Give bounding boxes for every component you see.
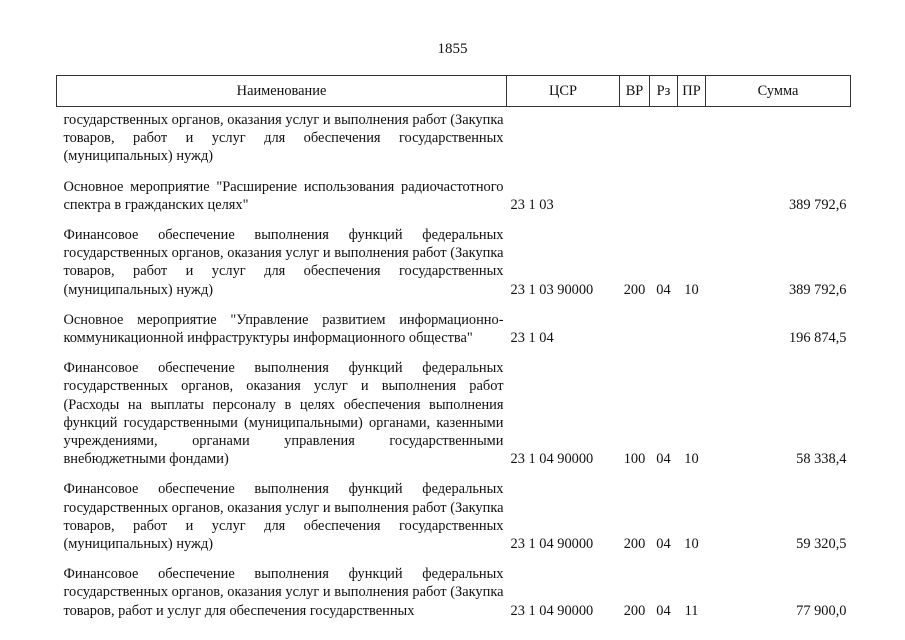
row-name: [57, 565, 507, 620]
row-sum: 58 338,4: [796, 451, 847, 468]
row-csr: 23 1 04: [510, 330, 554, 347]
row-name-line: Финансовое обеспечение выполнения функций федеральных: [63, 227, 504, 244]
budget-table: [56, 75, 851, 620]
row-pr: 11: [684, 602, 699, 619]
header-name: Наименование: [57, 76, 507, 107]
table-row: [57, 111, 851, 166]
row-pr: 10: [684, 281, 699, 298]
row-name: [57, 226, 507, 299]
row-name: [57, 311, 507, 347]
header-rz: Рз: [650, 76, 678, 107]
row-csr: 23 1 03 90000: [510, 281, 594, 298]
row-name-line: (Расходы на выплаты персоналу в целях обеспечения выполнения: [63, 396, 504, 413]
row-name-line: радиочастотного спектра в гражданских целях": [63, 178, 504, 213]
row-name: [57, 178, 507, 214]
row-name-line: (Закупка товаров, работ и услуг для обеспечения государственных: [63, 584, 504, 619]
row-name: [57, 480, 507, 553]
table-body: [57, 107, 851, 620]
row-name-line: (Закупка товаров, работ и услуг для обеспечения государственных: [63, 112, 504, 147]
row-rz: 04: [656, 451, 671, 468]
row-name-line: Финансовое обеспечение выполнения функций федеральных: [63, 360, 504, 377]
row-name: [57, 111, 507, 166]
row-sum: 59 320,5: [796, 536, 847, 553]
row-name-line: (Закупка товаров, работ и услуг для обеспечения государственных: [63, 499, 504, 534]
row-vr: 200: [623, 536, 646, 553]
row-rz: [650, 111, 678, 166]
row-rz: 04: [656, 602, 671, 619]
table-row: [57, 359, 851, 468]
row-vr: 200: [623, 281, 646, 298]
row-vr: 200: [623, 602, 646, 619]
row-name-line: государственных органов, оказания услуг и выполнения работ: [63, 584, 447, 601]
row-name-line: Финансовое обеспечение выполнения функций федеральных: [63, 481, 504, 498]
row-vr: [620, 311, 650, 347]
row-sum: 196 874,5: [788, 330, 847, 347]
row-name-line: (Закупка товаров, работ и услуг для обеспечения государственных: [63, 245, 504, 280]
table-row: [57, 178, 851, 214]
row-vr: [620, 178, 650, 214]
row-name-line: государственных органов, оказания услуг и выполнения работ: [63, 112, 447, 128]
header-row: [57, 76, 851, 107]
table-row: [57, 480, 851, 553]
row-name-line: казенными учреждениями, органами управления: [63, 414, 504, 450]
header-csr: ЦСР: [507, 76, 620, 107]
row-sum: 389 792,6: [788, 196, 847, 213]
table-row: [57, 226, 851, 299]
row-csr: 23 1 04 90000: [510, 451, 594, 468]
table-header: [57, 76, 851, 107]
row-sum: 77 900,0: [796, 602, 847, 619]
row-pr: 10: [684, 536, 699, 553]
row-name-line: Основное мероприятие "Управление развитием информационно-: [63, 311, 504, 328]
row-name-line: Финансовое обеспечение выполнения функций федеральных: [63, 566, 504, 583]
row-vr: [620, 111, 650, 166]
page-number: 1855: [437, 41, 468, 57]
row-csr: 23 1 04 90000: [510, 602, 594, 619]
row-rz: 04: [656, 536, 671, 553]
row-pr: [678, 311, 706, 347]
header-pr: ПР: [678, 76, 706, 107]
table-row: [57, 311, 851, 347]
row-name-line: Основное мероприятие "Расширение использования: [63, 178, 395, 195]
row-sum: [706, 111, 851, 166]
row-pr: [678, 178, 706, 214]
row-pr: [678, 111, 706, 166]
row-sum: 389 792,6: [788, 281, 847, 298]
row-name-line: (муниципальных) нужд): [63, 536, 214, 553]
row-name-line: государственных органов, оказания услуг и выполнения работ: [63, 245, 447, 262]
row-name: [57, 359, 507, 468]
row-csr: 23 1 03: [510, 196, 554, 213]
row-name-line: государственных органов, оказания услуг и выполнения работ: [63, 499, 447, 516]
row-name-line: функций государственными (муниципальными) органами,: [63, 414, 431, 431]
row-name-line: государственными внебюджетными фондами): [63, 433, 504, 468]
row-rz: 04: [656, 281, 671, 298]
header-vr: ВР: [620, 76, 650, 107]
row-name-line: (муниципальных) нужд): [63, 148, 214, 165]
row-pr: 10: [684, 451, 699, 468]
row-rz: [650, 311, 678, 347]
row-rz: [650, 178, 678, 214]
row-name-line: коммуникационной инфраструктуры информационного общества": [63, 330, 473, 347]
row-csr: [507, 111, 620, 166]
row-vr: 100: [623, 451, 646, 468]
header-sum: Сумма: [706, 76, 851, 107]
row-name-line: государственных органов, оказания услуг и выполнения работ: [63, 378, 504, 395]
row-csr: 23 1 04 90000: [510, 536, 594, 553]
table-row: [57, 565, 851, 620]
row-name-line: (муниципальных) нужд): [63, 281, 214, 298]
